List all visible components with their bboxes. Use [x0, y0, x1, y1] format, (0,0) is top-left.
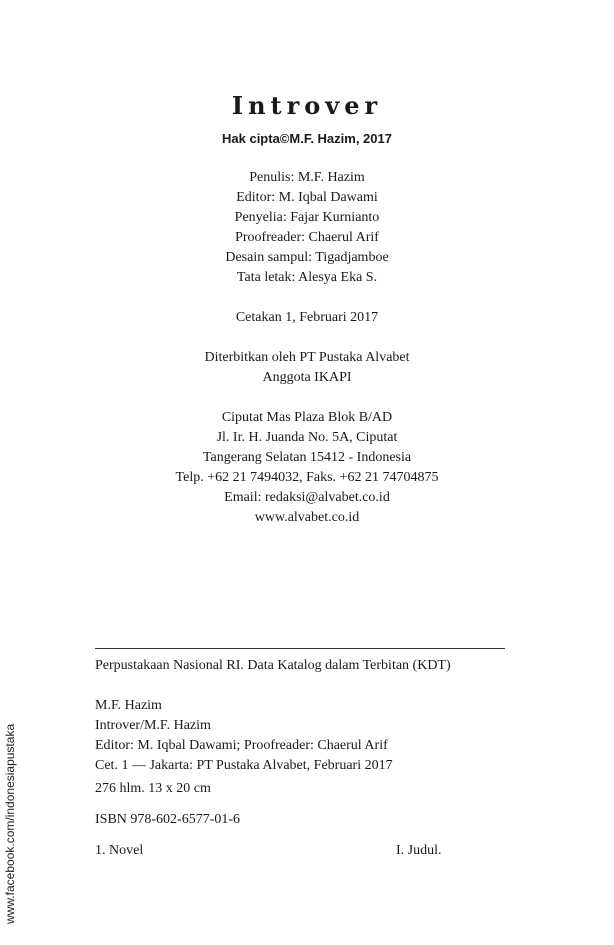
divider-line — [95, 648, 505, 649]
kdt-subject-title: I. Judul. — [396, 843, 442, 858]
credit-proofreader: Proofreader: Chaerul Arif — [235, 230, 379, 245]
side-watermark: www.facebook.com/indonesiapustaka — [3, 723, 17, 924]
kdt-author: M.F. Hazim — [95, 698, 162, 713]
phone-fax: Telp. +62 21 7494032, Faks. +62 21 74704875 — [175, 470, 439, 485]
website-line: www.alvabet.co.id — [254, 510, 360, 525]
book-title: Introver — [231, 91, 383, 120]
kdt-editors: Editor: M. Iqbal Dawami; Proofreader: Chaerul Arif — [95, 738, 388, 753]
kdt-physical: 276 hlm. 13 x 20 cm — [95, 781, 211, 796]
publisher-name: Diterbitkan oleh PT Pustaka Alvabet — [204, 350, 410, 365]
kdt-subject-novel: 1. Novel — [95, 843, 144, 858]
credit-layout: Tata letak: Alesya Eka S. — [236, 270, 378, 285]
credits-block — [0, 168, 614, 288]
copyright-line: Hak cipta©M.F. Hazim, 2017 — [222, 131, 392, 146]
credit-cover-design: Desain sampul: Tigadjamboe — [225, 250, 389, 265]
address-line-2: Jl. Ir. H. Juanda No. 5A, Ciputat — [216, 430, 398, 445]
kdt-imprint: Cet. 1 — Jakarta: PT Pustaka Alvabet, Februari 2017 — [95, 758, 393, 773]
credit-supervisor: Penyelia: Fajar Kurnianto — [234, 210, 380, 225]
credit-editor: Editor: M. Iqbal Dawami — [236, 190, 378, 205]
email-line: Email: redaksi@alvabet.co.id — [224, 490, 390, 505]
credit-author: Penulis: M.F. Hazim — [249, 170, 365, 185]
address-line-3: Tangerang Selatan 15412 - Indonesia — [202, 450, 412, 465]
publisher-membership: Anggota IKAPI — [262, 370, 352, 385]
publisher-block — [0, 348, 614, 388]
kdt-title: Introver/M.F. Hazim — [95, 718, 211, 733]
address-line-1: Ciputat Mas Plaza Blok B/AD — [221, 410, 393, 425]
address-block — [0, 408, 614, 528]
edition-line: Cetakan 1, Februari 2017 — [235, 310, 379, 325]
kdt-isbn: ISBN 978-602-6577-01-6 — [95, 812, 241, 827]
kdt-heading: Perpustakaan Nasional RI. Data Katalog dalam Terbitan (KDT) — [95, 658, 451, 673]
